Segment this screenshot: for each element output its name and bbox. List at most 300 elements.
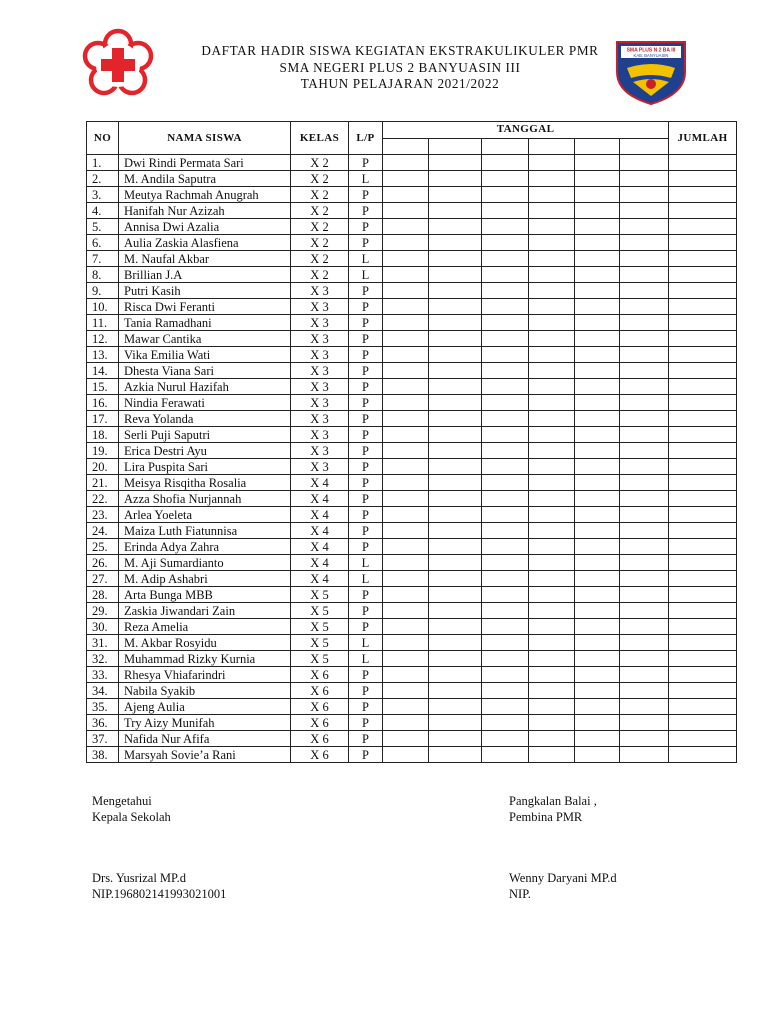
date-cell: [529, 747, 575, 763]
class-cell: X 6: [291, 731, 349, 747]
total-cell: [669, 155, 737, 171]
total-cell: [669, 443, 737, 459]
date-cell: [529, 347, 575, 363]
date-cell: [429, 491, 482, 507]
right-line-1: Pangkalan Balai ,: [509, 794, 597, 808]
header-no: NO: [87, 122, 119, 155]
no-cell: 23.: [87, 507, 119, 523]
table-row: [87, 267, 737, 283]
total-cell: [669, 571, 737, 587]
no-cell: 27.: [87, 571, 119, 587]
no-cell: 10.: [87, 299, 119, 315]
name-cell: Reva Yolanda: [119, 411, 291, 427]
date-cell: [575, 427, 620, 443]
date-column: [529, 138, 575, 155]
date-cell: [383, 731, 429, 747]
date-cell: [383, 683, 429, 699]
date-cell: [429, 635, 482, 651]
date-cell: [620, 283, 669, 299]
name-cell: Brillian J.A: [119, 267, 291, 283]
total-cell: [669, 363, 737, 379]
total-cell: [669, 235, 737, 251]
table-row: [87, 395, 737, 411]
date-cell: [383, 283, 429, 299]
date-cell: [620, 203, 669, 219]
total-cell: [669, 667, 737, 683]
total-cell: [669, 299, 737, 315]
total-cell: [669, 203, 737, 219]
no-cell: 29.: [87, 603, 119, 619]
date-cell: [575, 523, 620, 539]
no-cell: 36.: [87, 715, 119, 731]
date-cell: [620, 347, 669, 363]
date-cell: [482, 619, 529, 635]
table-row: [87, 715, 737, 731]
total-cell: [669, 747, 737, 763]
date-cell: [482, 299, 529, 315]
class-cell: X 3: [291, 347, 349, 363]
left-signer-nip: NIP.196802141993021001: [92, 887, 227, 901]
date-cell: [620, 539, 669, 555]
date-cell: [482, 667, 529, 683]
no-cell: 33.: [87, 667, 119, 683]
class-cell: X 3: [291, 443, 349, 459]
date-cell: [575, 699, 620, 715]
table-row: [87, 731, 737, 747]
date-cell: [575, 331, 620, 347]
table-row: [87, 171, 737, 187]
date-cell: [429, 715, 482, 731]
no-cell: 24.: [87, 523, 119, 539]
date-cell: [575, 539, 620, 555]
date-cell: [429, 731, 482, 747]
total-cell: [669, 699, 737, 715]
date-cell: [482, 347, 529, 363]
date-cell: [575, 219, 620, 235]
date-cell: [620, 299, 669, 315]
signature-right: [509, 793, 617, 902]
name-cell: M. Aji Sumardianto: [119, 555, 291, 571]
date-cell: [482, 699, 529, 715]
name-cell: Meutya Rachmah Anugrah: [119, 187, 291, 203]
name-cell: Arta Bunga MBB: [119, 587, 291, 603]
date-cell: [429, 347, 482, 363]
no-cell: 38.: [87, 747, 119, 763]
date-cell: [482, 315, 529, 331]
date-column: [482, 138, 529, 155]
gender-cell: P: [349, 203, 383, 219]
date-cell: [620, 443, 669, 459]
total-cell: [669, 283, 737, 299]
name-cell: Azza Shofia Nurjannah: [119, 491, 291, 507]
class-cell: X 5: [291, 619, 349, 635]
no-cell: 31.: [87, 635, 119, 651]
gender-cell: P: [349, 747, 383, 763]
class-cell: X 3: [291, 395, 349, 411]
date-cell: [383, 235, 429, 251]
name-cell: Vika Emilia Wati: [119, 347, 291, 363]
date-cell: [620, 235, 669, 251]
title-line-3: TAHUN PELAJARAN 2021/2022: [300, 76, 500, 91]
class-cell: X 6: [291, 667, 349, 683]
gender-cell: L: [349, 171, 383, 187]
date-cell: [575, 155, 620, 171]
date-cell: [482, 635, 529, 651]
date-cell: [482, 379, 529, 395]
date-cell: [482, 731, 529, 747]
total-cell: [669, 587, 737, 603]
date-cell: [429, 267, 482, 283]
class-cell: X 4: [291, 555, 349, 571]
date-cell: [383, 331, 429, 347]
gender-cell: P: [349, 411, 383, 427]
name-cell: Dhesta Viana Sari: [119, 363, 291, 379]
gender-cell: P: [349, 587, 383, 603]
no-cell: 3.: [87, 187, 119, 203]
date-cell: [383, 155, 429, 171]
table-row: [87, 443, 737, 459]
date-cell: [529, 299, 575, 315]
gender-cell: P: [349, 235, 383, 251]
date-cell: [383, 299, 429, 315]
table-row: [87, 315, 737, 331]
date-cell: [575, 619, 620, 635]
date-cell: [620, 683, 669, 699]
date-cell: [575, 747, 620, 763]
class-cell: X 6: [291, 683, 349, 699]
total-cell: [669, 731, 737, 747]
date-cell: [482, 363, 529, 379]
gender-cell: P: [349, 187, 383, 203]
date-cell: [482, 747, 529, 763]
date-cell: [429, 363, 482, 379]
date-cell: [383, 539, 429, 555]
no-cell: 19.: [87, 443, 119, 459]
date-cell: [383, 507, 429, 523]
date-cell: [383, 747, 429, 763]
date-cell: [429, 651, 482, 667]
table-row: [87, 603, 737, 619]
name-cell: Erinda Adya Zahra: [119, 539, 291, 555]
date-cell: [482, 555, 529, 571]
class-cell: X 3: [291, 379, 349, 395]
date-cell: [482, 459, 529, 475]
name-cell: Try Aizy Munifah: [119, 715, 291, 731]
date-cell: [529, 619, 575, 635]
class-cell: X 5: [291, 603, 349, 619]
date-cell: [429, 219, 482, 235]
date-cell: [620, 251, 669, 267]
date-cell: [429, 187, 482, 203]
date-cell: [383, 587, 429, 603]
date-cell: [383, 523, 429, 539]
name-cell: Hanifah Nur Azizah: [119, 203, 291, 219]
date-cell: [620, 699, 669, 715]
name-cell: Annisa Dwi Azalia: [119, 219, 291, 235]
date-cell: [575, 315, 620, 331]
date-cell: [429, 683, 482, 699]
pmr-red-cross-icon: [80, 28, 156, 104]
date-cell: [620, 267, 669, 283]
date-cell: [383, 171, 429, 187]
total-cell: [669, 491, 737, 507]
date-cell: [620, 667, 669, 683]
gender-cell: P: [349, 731, 383, 747]
total-cell: [669, 715, 737, 731]
date-cell: [529, 251, 575, 267]
header-jumlah: JUMLAH: [669, 122, 737, 155]
date-cell: [383, 363, 429, 379]
date-cell: [529, 235, 575, 251]
table-row: [87, 235, 737, 251]
name-cell: Dwi Rindi Permata Sari: [119, 155, 291, 171]
date-cell: [529, 203, 575, 219]
date-cell: [429, 459, 482, 475]
table-row: [87, 155, 737, 171]
date-cell: [482, 443, 529, 459]
date-cell: [620, 187, 669, 203]
date-cell: [482, 203, 529, 219]
no-cell: 32.: [87, 651, 119, 667]
date-cell: [429, 283, 482, 299]
total-cell: [669, 459, 737, 475]
date-cell: [429, 587, 482, 603]
date-cell: [575, 651, 620, 667]
date-cell: [575, 379, 620, 395]
gender-cell: P: [349, 395, 383, 411]
date-cell: [429, 475, 482, 491]
school-logo-text-1: SMA PLUS N 2 BA III: [626, 47, 676, 54]
date-cell: [529, 443, 575, 459]
date-cell: [482, 235, 529, 251]
date-cell: [482, 395, 529, 411]
table-row: [87, 363, 737, 379]
no-cell: 6.: [87, 235, 119, 251]
gender-cell: P: [349, 699, 383, 715]
date-cell: [383, 491, 429, 507]
date-cell: [620, 603, 669, 619]
class-cell: X 4: [291, 507, 349, 523]
table-row: [87, 619, 737, 635]
date-cell: [620, 475, 669, 491]
right-signer-name: Wenny Daryani MP.d: [509, 871, 617, 885]
date-cell: [429, 155, 482, 171]
table-row: [87, 555, 737, 571]
date-cell: [529, 699, 575, 715]
name-cell: Marsyah Sovie’a Rani: [119, 747, 291, 763]
total-cell: [669, 523, 737, 539]
date-cell: [575, 283, 620, 299]
name-cell: Azkia Nurul Hazifah: [119, 379, 291, 395]
gender-cell: P: [349, 667, 383, 683]
date-cell: [383, 411, 429, 427]
right-signer-nip: NIP.: [509, 887, 531, 901]
total-cell: [669, 219, 737, 235]
name-cell: Nafida Nur Afifa: [119, 731, 291, 747]
date-cell: [620, 747, 669, 763]
date-cell: [429, 571, 482, 587]
gender-cell: P: [349, 299, 383, 315]
date-cell: [529, 331, 575, 347]
class-cell: X 3: [291, 315, 349, 331]
class-cell: X 2: [291, 155, 349, 171]
no-cell: 26.: [87, 555, 119, 571]
table-row: [87, 427, 737, 443]
no-cell: 37.: [87, 731, 119, 747]
date-cell: [482, 475, 529, 491]
date-cell: [620, 731, 669, 747]
date-cell: [575, 171, 620, 187]
school-emblem-icon: [613, 38, 689, 106]
date-cell: [575, 603, 620, 619]
date-cell: [429, 555, 482, 571]
table-row: [87, 683, 737, 699]
date-cell: [383, 459, 429, 475]
date-cell: [575, 187, 620, 203]
no-cell: 17.: [87, 411, 119, 427]
date-cell: [383, 203, 429, 219]
left-line-1: Mengetahui: [92, 794, 152, 808]
class-cell: X 4: [291, 539, 349, 555]
total-cell: [669, 347, 737, 363]
date-cell: [482, 683, 529, 699]
date-cell: [575, 475, 620, 491]
gender-cell: P: [349, 539, 383, 555]
date-cell: [529, 427, 575, 443]
name-cell: Ajeng Aulia: [119, 699, 291, 715]
date-cell: [575, 587, 620, 603]
date-cell: [575, 347, 620, 363]
date-cell: [482, 283, 529, 299]
date-cell: [529, 411, 575, 427]
date-cell: [429, 699, 482, 715]
name-cell: Putri Kasih: [119, 283, 291, 299]
class-cell: X 2: [291, 235, 349, 251]
no-cell: 7.: [87, 251, 119, 267]
name-cell: M. Akbar Rosyidu: [119, 635, 291, 651]
gender-cell: L: [349, 555, 383, 571]
total-cell: [669, 171, 737, 187]
name-cell: Reza Amelia: [119, 619, 291, 635]
date-cell: [620, 315, 669, 331]
gender-cell: L: [349, 251, 383, 267]
date-cell: [620, 491, 669, 507]
date-cell: [575, 203, 620, 219]
class-cell: X 3: [291, 427, 349, 443]
class-cell: X 3: [291, 299, 349, 315]
table-row: [87, 251, 737, 267]
table-row: [87, 187, 737, 203]
no-cell: 25.: [87, 539, 119, 555]
name-cell: Mawar Cantika: [119, 331, 291, 347]
class-cell: X 2: [291, 187, 349, 203]
date-cell: [620, 619, 669, 635]
date-cell: [575, 635, 620, 651]
header-kelas: KELAS: [291, 122, 349, 155]
date-cell: [529, 587, 575, 603]
date-cell: [575, 299, 620, 315]
date-cell: [383, 395, 429, 411]
title-line-2: SMA NEGERI PLUS 2 BANYUASIN III: [279, 59, 521, 75]
left-signer-name: Drs. Yusrizal MP.d: [92, 871, 186, 885]
date-cell: [482, 171, 529, 187]
date-cell: [429, 523, 482, 539]
table-row: [87, 523, 737, 539]
date-cell: [575, 715, 620, 731]
table-row: [87, 699, 737, 715]
gender-cell: P: [349, 715, 383, 731]
date-cell: [575, 411, 620, 427]
date-cell: [383, 667, 429, 683]
date-cell: [482, 603, 529, 619]
date-cell: [383, 267, 429, 283]
date-cell: [575, 267, 620, 283]
date-cell: [482, 571, 529, 587]
date-cell: [529, 219, 575, 235]
no-cell: 21.: [87, 475, 119, 491]
name-cell: Meisya Risqitha Rosalia: [119, 475, 291, 491]
table-row: [87, 203, 737, 219]
gender-cell: P: [349, 331, 383, 347]
date-cell: [482, 331, 529, 347]
table-row: [87, 507, 737, 523]
gender-cell: L: [349, 267, 383, 283]
date-cell: [482, 587, 529, 603]
no-cell: 15.: [87, 379, 119, 395]
date-cell: [575, 363, 620, 379]
class-cell: X 3: [291, 411, 349, 427]
class-cell: X 3: [291, 459, 349, 475]
class-cell: X 2: [291, 251, 349, 267]
date-cell: [482, 507, 529, 523]
name-cell: Arlea Yoeleta: [119, 507, 291, 523]
date-cell: [529, 171, 575, 187]
gender-cell: P: [349, 491, 383, 507]
date-cell: [429, 619, 482, 635]
date-cell: [383, 571, 429, 587]
header-lp: L/P: [349, 122, 383, 155]
table-row: [87, 635, 737, 651]
total-cell: [669, 635, 737, 651]
attendance-table: [86, 121, 737, 763]
name-cell: Rhesya Vhiafarindri: [119, 667, 291, 683]
table-row: [87, 299, 737, 315]
no-cell: 13.: [87, 347, 119, 363]
date-cell: [575, 251, 620, 267]
gender-cell: P: [349, 683, 383, 699]
date-cell: [575, 443, 620, 459]
date-cell: [529, 379, 575, 395]
date-column: [429, 138, 482, 155]
class-cell: X 5: [291, 587, 349, 603]
table-row: [87, 667, 737, 683]
no-cell: 14.: [87, 363, 119, 379]
name-cell: Lira Puspita Sari: [119, 459, 291, 475]
total-cell: [669, 395, 737, 411]
class-cell: X 4: [291, 491, 349, 507]
school-logo-text-2: KAB. BANYUASIN: [633, 53, 669, 58]
date-cell: [482, 651, 529, 667]
table-row: [87, 651, 737, 667]
class-cell: X 3: [291, 283, 349, 299]
no-cell: 4.: [87, 203, 119, 219]
date-cell: [620, 395, 669, 411]
table-row: [87, 747, 737, 763]
date-cell: [482, 539, 529, 555]
date-cell: [529, 683, 575, 699]
date-cell: [383, 555, 429, 571]
date-column: [575, 138, 620, 155]
